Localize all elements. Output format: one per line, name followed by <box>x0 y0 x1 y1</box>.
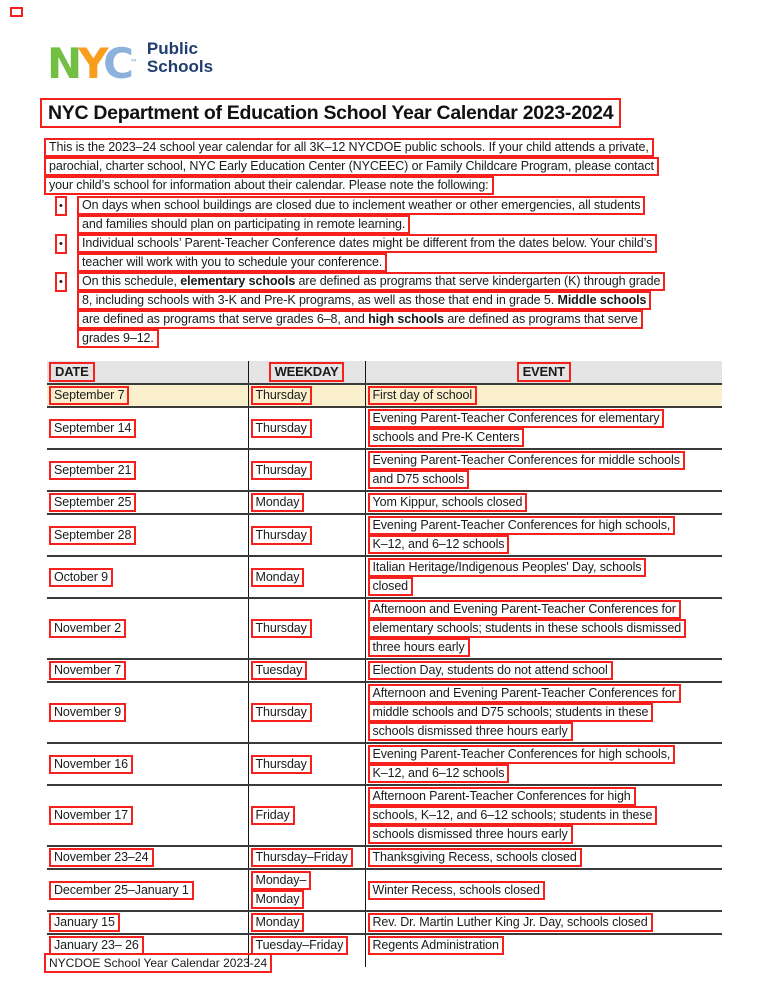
weekday-cell <box>248 911 365 934</box>
note-text <box>77 234 657 272</box>
weekday-text: Thursday <box>251 619 312 638</box>
event-text: Afternoon Parent-Teacher Conferences for high <box>368 787 636 806</box>
event-text: middle schools and D75 schools; students in these <box>368 703 654 722</box>
note-item <box>44 272 665 348</box>
weekday-cell <box>248 659 365 682</box>
event-text: Evening Parent-Teacher Conferences for elementary <box>368 409 665 428</box>
event-cell <box>365 514 722 556</box>
event-text: Yom Kippur, schools closed <box>368 493 528 512</box>
weekday-text: Thursday <box>251 419 312 438</box>
date-text: September 21 <box>49 461 136 480</box>
date-text: January 23– 26 <box>49 936 144 955</box>
table-header-row <box>47 361 722 384</box>
event-text: Thanksgiving Recess, schools closed <box>368 848 582 867</box>
column-header-event-cell <box>365 361 722 384</box>
event-text: Rev. Dr. Martin Luther King Jr. Day, schools closed <box>368 913 653 932</box>
table-row <box>47 384 722 407</box>
date-text: November 2 <box>49 619 126 638</box>
footer-note: NYCDOE School Year Calendar 2023-24 <box>44 953 272 973</box>
note-line: teacher will work with you to schedule your conference. <box>77 253 387 272</box>
date-cell <box>47 911 248 934</box>
date-cell <box>47 869 248 911</box>
event-text: schools and Pre-K Centers <box>368 428 525 447</box>
weekday-text: Thursday <box>251 755 312 774</box>
weekday-cell <box>248 846 365 869</box>
event-text: schools dismissed three hours early <box>368 825 573 844</box>
weekday-cell <box>248 682 365 743</box>
event-text: elementary schools; students in these schools dismissed <box>368 619 687 638</box>
table-row <box>47 682 722 743</box>
event-text: schools, K–12, and 6–12 schools; students in these <box>368 806 658 825</box>
weekday-text: Monday <box>251 493 305 512</box>
date-cell <box>47 743 248 785</box>
note-line: On days when school buildings are closed due to inclement weather or other emergencies, all students <box>77 196 645 215</box>
bullet-icon: • <box>55 196 67 216</box>
intro-line: parochial, charter school, NYC Early Education Center (NYCEEC) or Family Childcare Program, please contact <box>44 157 659 176</box>
event-text: Election Day, students do not attend school <box>368 661 613 680</box>
event-text: closed <box>368 577 414 596</box>
date-text: December 25–January 1 <box>49 881 194 900</box>
event-cell <box>365 869 722 911</box>
logo-letter-c: C <box>103 39 130 88</box>
intro-line: your child’s school for information about their calendar. Please note the following: <box>44 176 494 195</box>
event-text: K–12, and 6–12 schools <box>368 535 510 554</box>
table-row <box>47 846 722 869</box>
table-row <box>47 869 722 911</box>
event-text: three hours early <box>368 638 470 657</box>
annotation-marker <box>10 7 23 17</box>
event-cell <box>365 743 722 785</box>
intro-line: This is the 2023–24 school year calendar for all 3K–12 NYCDOE public schools. If your child attends a private, <box>44 138 654 157</box>
weekday-cell <box>248 869 365 911</box>
trademark-symbol: ™ <box>129 58 138 67</box>
note-item <box>44 234 665 272</box>
weekday-cell <box>248 556 365 598</box>
date-cell <box>47 556 248 598</box>
bullet-marker-cell <box>44 234 77 254</box>
date-text: September 25 <box>49 493 136 512</box>
event-text: schools dismissed three hours early <box>368 722 573 741</box>
event-cell <box>365 682 722 743</box>
event-cell <box>365 407 722 449</box>
event-cell <box>365 491 722 514</box>
bullet-marker-cell <box>44 196 77 216</box>
notes-list <box>44 196 665 348</box>
note-line: are defined as programs that serve grades 6–8, and high schools are defined as programs that serve <box>77 310 643 329</box>
table-row <box>47 743 722 785</box>
column-header-weekday-cell <box>248 361 365 384</box>
column-header-event: EVENT <box>517 362 571 382</box>
event-text: Evening Parent-Teacher Conferences for high schools, <box>368 516 676 535</box>
date-cell <box>47 846 248 869</box>
event-cell <box>365 556 722 598</box>
event-text: and D75 schools <box>368 470 470 489</box>
date-text: September 7 <box>49 386 129 405</box>
logo-letter-y: Y <box>78 39 104 88</box>
weekday-text: Thursday <box>251 703 312 722</box>
table-row <box>47 556 722 598</box>
date-cell <box>47 514 248 556</box>
event-text: Italian Heritage/Indigenous Peoples' Day, schools <box>368 558 647 577</box>
weekday-cell <box>248 449 365 491</box>
weekday-text: Tuesday–Friday <box>251 936 349 955</box>
note-text <box>77 196 645 234</box>
date-cell <box>47 682 248 743</box>
note-line: 8, including schools with 3-K and Pre-K programs, as well as those that end in grade 5. Middle schools <box>77 291 651 310</box>
note-text <box>77 272 665 348</box>
date-cell <box>47 384 248 407</box>
event-cell <box>365 846 722 869</box>
filler-cell <box>365 956 722 967</box>
logo-letter-n: N <box>47 39 79 88</box>
date-text: October 9 <box>49 568 113 587</box>
date-text: November 9 <box>49 703 126 722</box>
note-line: Individual schools’ Parent-Teacher Conference dates might be different from the dates below. Your child’s <box>77 234 657 253</box>
table-row <box>47 491 722 514</box>
event-text: Regents Administration <box>368 936 504 955</box>
page-title: NYC Department of Education School Year Calendar 2023-2024 <box>40 98 621 128</box>
date-text: November 17 <box>49 806 133 825</box>
weekday-text: Tuesday <box>251 661 308 680</box>
date-text: November 7 <box>49 661 126 680</box>
date-text: November 16 <box>49 755 133 774</box>
note-line: grades 9–12. <box>77 329 159 348</box>
date-cell <box>47 407 248 449</box>
weekday-cell <box>248 785 365 846</box>
event-cell <box>365 911 722 934</box>
table-row <box>47 514 722 556</box>
weekday-text: Friday <box>251 806 295 825</box>
date-text: September 14 <box>49 419 136 438</box>
event-text: K–12, and 6–12 schools <box>368 764 510 783</box>
event-cell <box>365 934 722 956</box>
weekday-cell <box>248 598 365 659</box>
event-cell <box>365 785 722 846</box>
note-line: and families should plan on participating in remote learning. <box>77 215 410 234</box>
weekday-cell <box>248 491 365 514</box>
weekday-text: Thursday <box>251 386 312 405</box>
weekday-cell <box>248 407 365 449</box>
weekday-text: Monday <box>251 890 305 909</box>
note-line: On this schedule, elementary schools are defined as programs that serve kindergarten (K) through grade <box>77 272 665 291</box>
bullet-icon: • <box>55 234 67 254</box>
event-text: Evening Parent-Teacher Conferences for high schools, <box>368 745 676 764</box>
event-cell <box>365 449 722 491</box>
column-header-date: DATE <box>49 362 95 382</box>
column-header-weekday: WEEKDAY <box>269 362 345 382</box>
logo-wordmark <box>147 40 213 76</box>
intro-paragraph <box>44 138 659 195</box>
table-row <box>47 659 722 682</box>
date-text: September 28 <box>49 526 136 545</box>
event-text: First day of school <box>368 386 478 405</box>
weekday-text: Monday <box>251 568 305 587</box>
weekday-text: Monday– <box>251 871 312 890</box>
date-cell <box>47 659 248 682</box>
logo-wordmark-line1: Public <box>146 39 198 58</box>
note-item <box>44 196 665 234</box>
event-cell <box>365 384 722 407</box>
date-text: November 23–24 <box>49 848 154 867</box>
weekday-text: Thursday <box>251 461 312 480</box>
nyc-public-schools-logo <box>47 40 213 87</box>
calendar-table <box>47 361 722 967</box>
date-cell <box>47 598 248 659</box>
weekday-cell <box>248 384 365 407</box>
table-row <box>47 785 722 846</box>
weekday-cell <box>248 514 365 556</box>
weekday-text: Thursday <box>251 526 312 545</box>
event-text: Afternoon and Evening Parent-Teacher Conferences for <box>368 600 681 619</box>
event-text: Winter Recess, schools closed <box>368 881 545 900</box>
weekday-cell <box>248 743 365 785</box>
bullet-marker-cell <box>44 272 77 292</box>
column-header-date-cell <box>47 361 248 384</box>
table-row <box>47 407 722 449</box>
event-cell <box>365 598 722 659</box>
event-text: Afternoon and Evening Parent-Teacher Conferences for <box>368 684 681 703</box>
weekday-text: Monday <box>251 913 305 932</box>
calendar-table-body <box>47 384 722 967</box>
event-cell <box>365 659 722 682</box>
date-cell <box>47 491 248 514</box>
date-cell <box>47 449 248 491</box>
weekday-text: Thursday–Friday <box>251 848 353 867</box>
table-row <box>47 449 722 491</box>
bullet-icon: • <box>55 272 67 292</box>
table-row <box>47 911 722 934</box>
date-cell <box>47 785 248 846</box>
nyc-logo-letters <box>47 39 138 88</box>
logo-wordmark-line2: Schools <box>146 57 214 76</box>
date-text: January 15 <box>49 913 120 932</box>
table-row <box>47 598 722 659</box>
event-text: Evening Parent-Teacher Conferences for middle schools <box>368 451 685 470</box>
